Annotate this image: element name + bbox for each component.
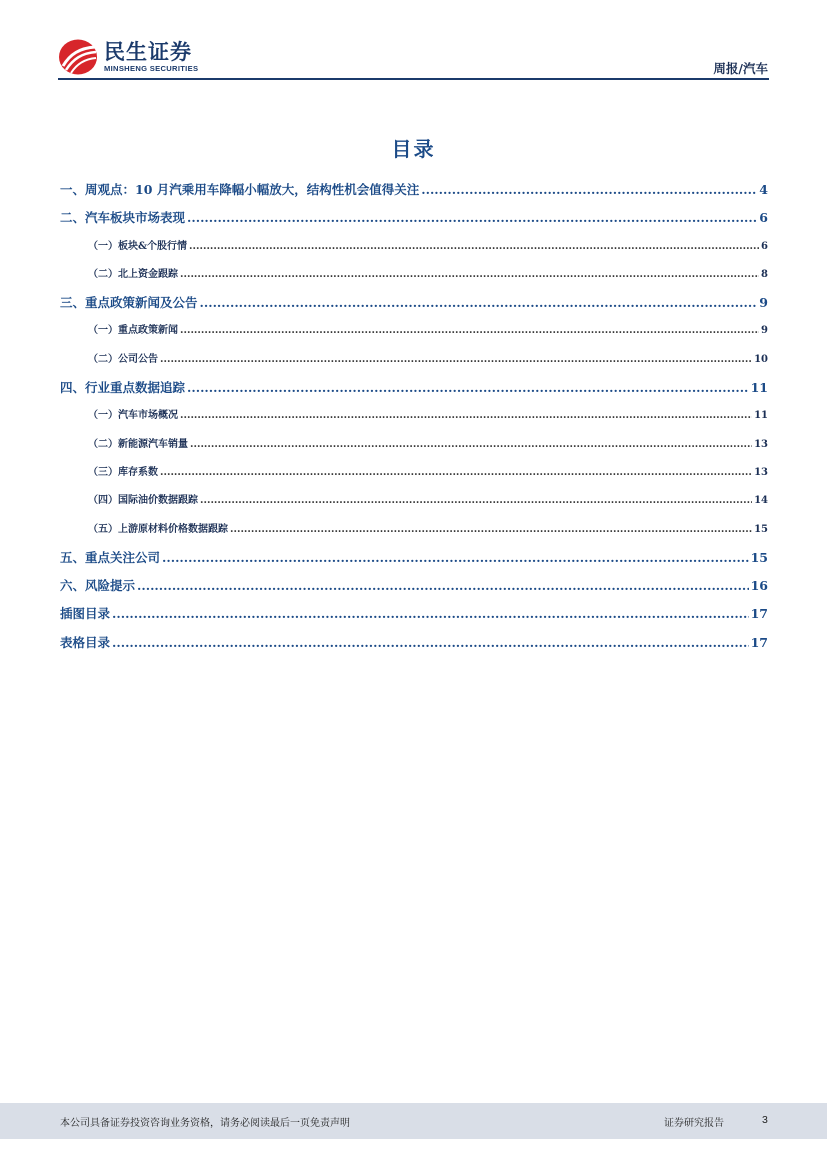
toc-entry-page: 15	[750, 549, 768, 565]
toc-entry-label: 插图目录	[60, 606, 111, 622]
toc-leader-dots	[160, 459, 752, 487]
toc-leader-dots	[187, 374, 749, 402]
toc-entry-page: 4	[759, 182, 768, 197]
toc-entry-page: 17	[750, 606, 768, 622]
toc-entry-key-policy-news[interactable]	[60, 317, 768, 345]
toc-entry-industry-data[interactable]	[60, 374, 768, 402]
toc-entry-label: （四）国际油价数据跟踪	[88, 495, 198, 507]
toc-leader-dots	[200, 289, 758, 317]
toc-entry-page: 9	[761, 325, 768, 337]
toc-entry-label: （二）公司公告	[88, 353, 158, 365]
toc-entry-page: 6	[759, 210, 768, 226]
toc-entry-label: （一）板块&个股行情	[88, 240, 188, 252]
footer-report-type: 证券研究报告	[664, 1118, 724, 1129]
toc-entry-page: 9	[759, 295, 768, 311]
toc-leader-dots	[112, 629, 749, 657]
toc-leader-dots	[200, 487, 752, 515]
logo-english-name: MINSHENG SECURITIES	[104, 63, 199, 73]
toc-leader-dots	[187, 204, 757, 232]
toc-entry-table-index[interactable]	[60, 629, 768, 657]
toc-entry-nev-sales[interactable]	[60, 431, 768, 459]
toc-entry-page: 13	[754, 466, 768, 478]
page-footer	[0, 1103, 827, 1139]
toc-entry-page: 6	[761, 240, 768, 252]
toc-leader-dots	[180, 261, 759, 289]
toc-leader-dots	[112, 600, 749, 628]
toc-entry-page: 8	[761, 268, 768, 280]
toc-entry-northbound-funds[interactable]	[60, 261, 768, 289]
company-logo	[58, 38, 198, 76]
toc-leader-dots	[180, 317, 759, 345]
table-of-contents	[60, 176, 768, 657]
toc-leader-dots	[421, 176, 757, 204]
toc-entry-market-performance[interactable]	[60, 204, 768, 232]
toc-entry-label: （二）新能源汽车销量	[88, 438, 188, 450]
toc-entry-label: 四、行业重点数据追踪	[60, 380, 186, 396]
toc-entry-label: 三、重点政策新闻及公告	[60, 295, 198, 311]
header-divider	[58, 78, 769, 80]
toc-leader-dots	[189, 233, 759, 261]
toc-leader-dots	[162, 544, 749, 572]
toc-entry-page: 13	[754, 438, 768, 450]
toc-entry-label: （五）上游原材料价格数据跟踪	[88, 523, 228, 535]
footer-disclaimer: 本公司具备证券投资咨询业务资格，请务必阅读最后一页免责声明	[60, 1118, 350, 1129]
minsheng-logo-icon	[58, 38, 98, 76]
toc-entry-label: （三）库存系数	[88, 466, 158, 478]
toc-entry-company-announcements[interactable]	[60, 346, 768, 374]
page-header	[0, 0, 827, 86]
toc-title: 目录	[391, 137, 436, 161]
toc-entry-label: 二、汽车板块市场表现	[60, 210, 186, 226]
toc-leader-dots	[137, 572, 749, 600]
toc-entry-label: 表格目录	[60, 634, 111, 650]
toc-entry-inventory-coefficient[interactable]	[60, 459, 768, 487]
toc-entry-page: 17	[750, 634, 768, 650]
toc-entry-label: （一）汽车市场概况	[88, 410, 178, 422]
toc-entry-key-companies[interactable]	[60, 544, 768, 572]
toc-entry-label: 六、风险提示	[60, 578, 136, 594]
toc-leader-dots	[190, 431, 752, 459]
toc-leader-dots	[160, 346, 752, 374]
toc-entry-label: （二）北上资金跟踪	[88, 268, 178, 280]
toc-leader-dots	[230, 516, 752, 544]
toc-entry-page: 11	[750, 380, 768, 396]
toc-entry-risk-warning[interactable]	[60, 572, 768, 600]
toc-entry-label: 五、重点关注公司	[60, 549, 161, 565]
toc-entry-policy-news[interactable]	[60, 289, 768, 317]
toc-entry-oil-price[interactable]	[60, 487, 768, 515]
toc-entry-page: 16	[750, 578, 768, 594]
toc-entry-weekly-view[interactable]	[60, 176, 768, 204]
toc-entry-page: 14	[754, 495, 768, 507]
toc-entry-page: 10	[754, 353, 768, 365]
toc-leader-dots	[180, 402, 752, 430]
toc-entry-label: （一）重点政策新闻	[88, 325, 178, 337]
toc-entry-label: 一、周观点：10 月汽乘用车降幅小幅放大，结构性机会值得关注	[60, 182, 420, 197]
toc-entry-figure-index[interactable]	[60, 600, 768, 628]
toc-entry-page: 15	[754, 523, 768, 535]
toc-entry-sector-stocks[interactable]	[60, 233, 768, 261]
toc-entry-auto-market-overview[interactable]	[60, 402, 768, 430]
toc-entry-raw-material-prices[interactable]	[60, 516, 768, 544]
toc-entry-page: 11	[754, 410, 768, 422]
logo-chinese-name: 民生证券	[104, 39, 192, 64]
report-category-tag: 周报/汽车	[713, 61, 768, 76]
footer-page-number: 3	[762, 1114, 768, 1126]
